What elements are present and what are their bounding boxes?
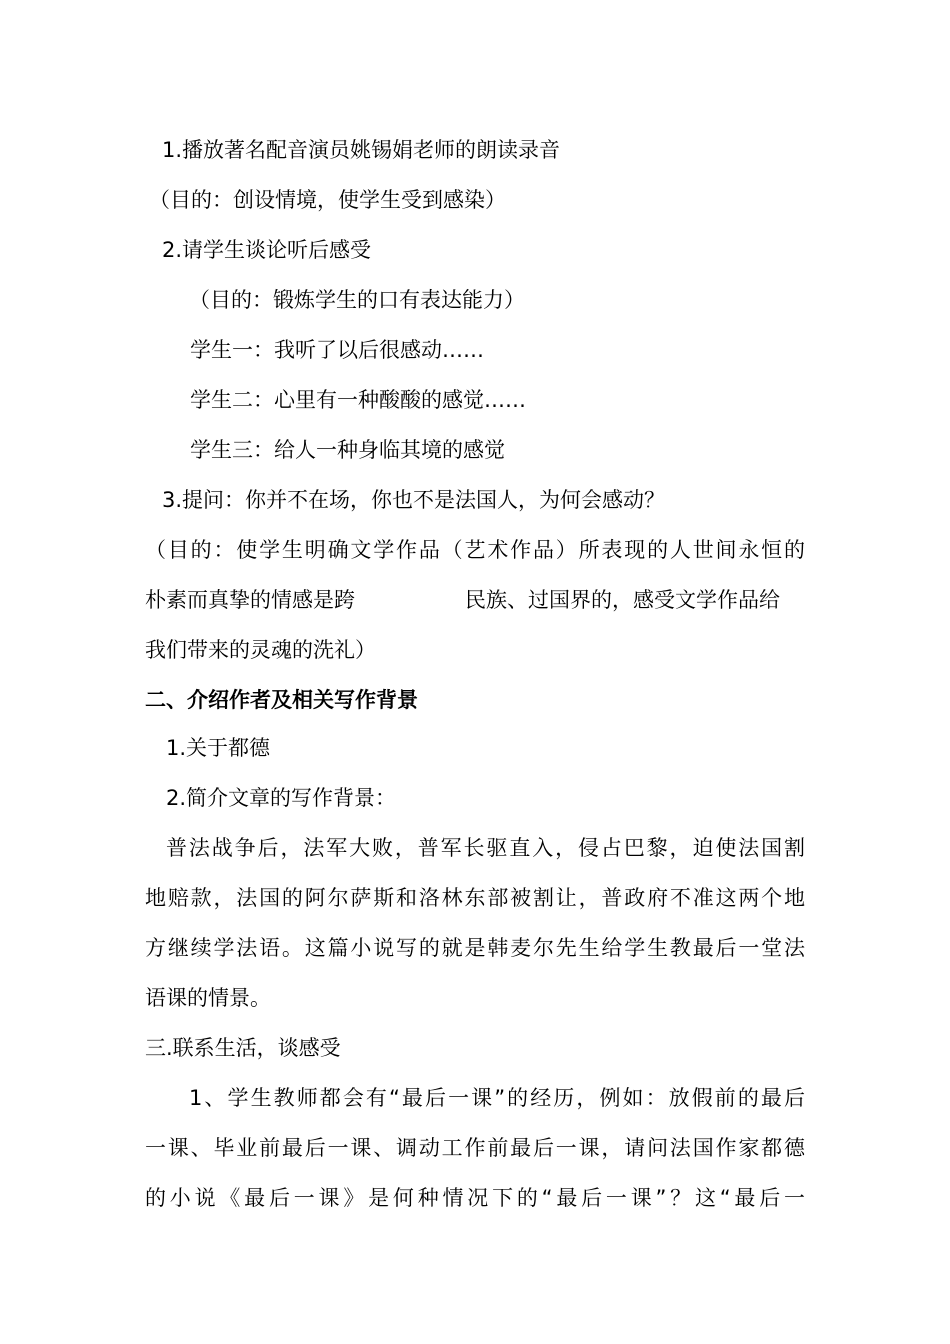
- step-2-purpose: （目的：锻炼学生的口有表达能力）: [189, 288, 525, 312]
- step-3-purpose-line-2: [145, 585, 805, 615]
- section-3-heading: 三.联系生活，谈感受: [145, 1036, 341, 1060]
- background-para-line-1: 普法战争后，法军大败，普军长驱直入，侵占巴黎，迫使法国割: [166, 836, 805, 860]
- life-para-line-3: 的小说《最后一课》是何种情况下的“最后一课”？这“最后一: [145, 1186, 805, 1210]
- student-three-line: 学生三：给人一种身临其境的感觉: [190, 438, 505, 462]
- section-2-heading: 二、介绍作者及相关写作背景: [145, 688, 418, 712]
- about-author-line: 1.关于都德: [166, 736, 271, 760]
- step-2-line: 2.请学生谈论听后感受: [162, 238, 372, 262]
- background-intro-line: 2.简介文章的写作背景：: [166, 786, 397, 810]
- step-1-purpose: （目的：创设情境，使学生受到感染）: [149, 188, 506, 212]
- step-3-purpose-line-3: 我们带来的灵魂的洗礼）: [145, 638, 376, 662]
- life-para-line-2: 一课、毕业前最后一课、调动工作前最后一课，请问法国作家都德: [145, 1136, 805, 1160]
- step-3-purpose-line-1: （目的：使学生明确文学作品（艺术作品）所表现的人世间永恒的: [145, 538, 805, 562]
- step-1-line: 1.播放著名配音演员姚锡娟老师的朗读录音: [162, 138, 561, 162]
- step-3-line: 3.提问：你并不在场，你也不是法国人，为何会感动？: [162, 488, 666, 512]
- step-3-purpose-line-2-part-1: 朴素而真挚的情感是跨: [145, 588, 355, 612]
- background-para-line-3: 方继续学法语。这篇小说写的就是韩麦尔先生给学生教最后一堂法: [145, 936, 805, 960]
- background-para-line-4: 语课的情景。: [145, 986, 271, 1010]
- student-one-line: 学生一：我听了以后很感动……: [190, 338, 484, 362]
- life-para-line-1: 1、学生教师都会有“最后一课”的经历，例如：放假前的最后: [189, 1086, 805, 1110]
- background-para-line-2: 地赔款，法国的阿尔萨斯和洛林东部被割让，普政府不准这两个地: [145, 886, 805, 910]
- student-two-line: 学生二：心里有一种酸酸的感觉……: [190, 388, 526, 412]
- step-3-purpose-line-2-part-2: 民族、过国界的，感受文学作品给: [465, 588, 780, 612]
